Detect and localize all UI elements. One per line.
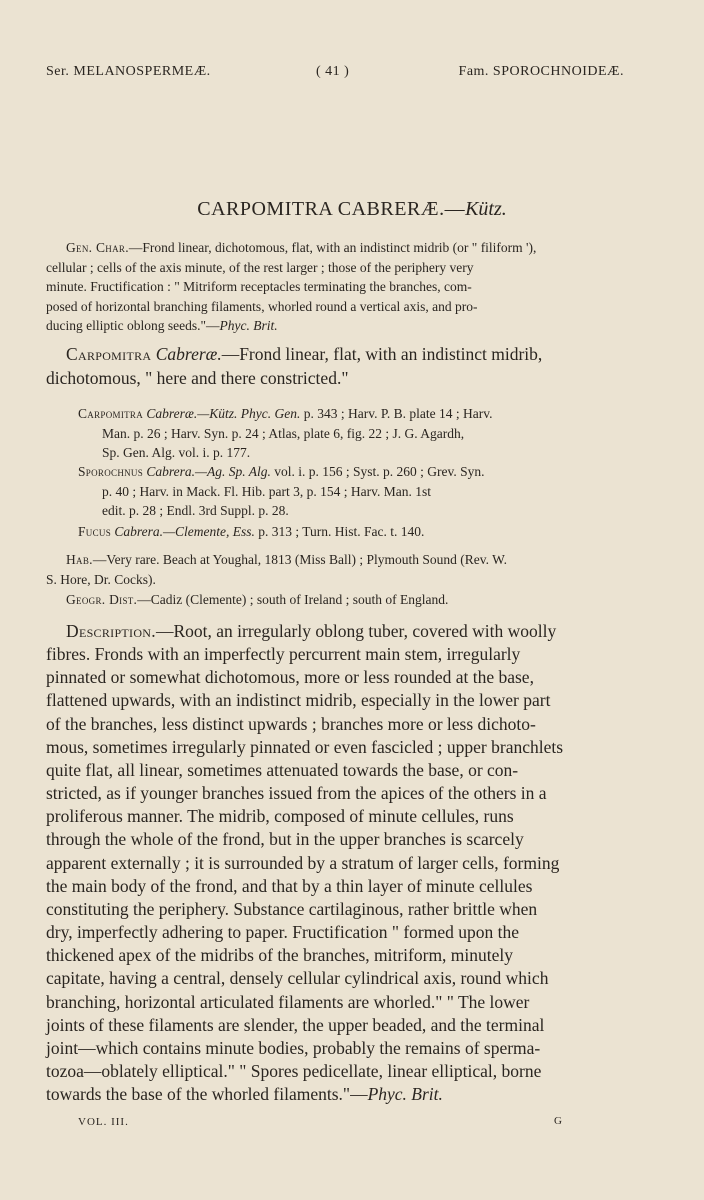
description-line: branching, horizontal articulated filaments are whorled." " The lower: [46, 991, 530, 1012]
description-line: of the branches, less distinct upwards ; branches more or less dichoto-: [46, 713, 536, 734]
species-title: [0, 198, 704, 221]
synonym-genus: Sporochnus: [78, 464, 144, 479]
description-label: Description.: [66, 621, 156, 641]
description-line: joints of these filaments are slender, the upper beaded, and the terminal: [46, 1014, 545, 1035]
habitat-line: Hab.—Very rare. Beach at Youghal, 1813 (Miss Ball) ; Plymouth Sound (Rev. W.: [66, 552, 508, 567]
gen-char-label: Gen. Char.: [66, 240, 129, 255]
gen-char-line: cellular ; cells of the axis minute, of the rest larger ; those of the periphery very: [46, 259, 474, 275]
synonym-genus: Fucus: [78, 524, 112, 539]
description-line: constituting the periphery. Substance cartilaginous, rather brittle when: [46, 898, 538, 919]
synonym-fucus: [78, 522, 626, 542]
gen-char-line: posed of horizontal branching filaments, whorled round a vertical axis, and pro-: [46, 298, 478, 314]
description-line: Description.—Root, an irregularly oblong tuber, covered with woolly: [66, 621, 557, 641]
description-line: thickened apex of the midribs of the branches, mitriform, minutely: [46, 945, 514, 966]
description-line: stricted, as if younger branches issued from the apices of the others in a: [46, 783, 547, 804]
signature-mark: G: [554, 1115, 562, 1127]
description-source: Phyc. Brit.: [367, 1084, 443, 1105]
gen-char-line: Gen. Char.—Frond linear, dichotomous, flat, with an indistinct midrib (or " filiform '),: [66, 240, 537, 255]
synonym-line: edit. p. 28 ; Endl. 3rd Suppl. p. 28.: [102, 503, 289, 518]
synonym-line: Sp. Gen. Alg. vol. i. p. 177.: [102, 445, 251, 460]
geogr-label: Geogr. Dist.: [66, 592, 138, 607]
synonym-line: Carpomitra Cabreræ.—Kütz. Phyc. Gen. p. 343 ; Harv. P. B. plate 14 ; Harv.: [78, 406, 493, 421]
description-line: mous, sometimes irregularly pinnated or even fascicled ; upper branchlets: [46, 736, 564, 757]
description-line: through the whole of the frond, but in the upper branches is scarcely: [46, 829, 524, 850]
description-line: pinnated or somewhat dichotomous, more or less rounded at the base,: [46, 667, 534, 688]
volume-signature: VOL. III.: [78, 1116, 129, 1128]
synonym-line: p. 40 ; Harv. in Mack. Fl. Hib. part 3, p. 154 ; Harv. Man. 1st: [102, 483, 431, 499]
description-line: tozoa—oblately elliptical." " Spores pedicellate, linear elliptical, borne: [46, 1060, 542, 1081]
page-number: ( 41 ): [316, 64, 350, 79]
species-epithet: Cabreræ.: [155, 344, 222, 364]
gen-char-line: ducing elliptic oblong seeds."—Phyc. Brit.: [46, 318, 278, 333]
running-head-series: Ser. MELANOSPERMEÆ.: [46, 64, 211, 79]
gen-char-source: Phyc. Brit.: [219, 318, 278, 333]
description-line: apparent externally ; it is surrounded by a stratum of larger cells, forming: [46, 852, 560, 873]
description: [46, 620, 626, 1106]
description-line: joint—which contains minute bodies, probably the remains of sperma-: [46, 1037, 541, 1058]
synonym-genus: Carpomitra: [78, 406, 144, 421]
synonym-line: Fucus Cabrera.—Clemente, Ess. p. 313 ; Turn. Hist. Fac. t. 140.: [78, 524, 425, 539]
running-head-family: Fam. SPOROCHNOIDEÆ.: [458, 64, 624, 79]
generic-character: [46, 238, 626, 336]
description-line: dry, imperfectly adhering to paper. Fructification " formed upon the: [46, 922, 520, 943]
description-line: the main body of the frond, and that by a thin layer of minute cellules: [46, 875, 533, 896]
species-line: dichotomous, " here and there constricted.": [46, 368, 349, 388]
description-line: fibres. Fronds with an imperfectly percurrent main stem, irregularly: [46, 644, 521, 665]
running-head: [46, 64, 624, 84]
description-line: towards the base of the whorled filaments."—Phyc. Brit.: [46, 1084, 443, 1105]
species-character: [46, 342, 626, 390]
description-line: capitate, having a central, densely cellular cylindrical axis, round which: [46, 968, 549, 989]
species-title-author: Kütz.: [465, 198, 507, 220]
species-line: Carpomitra Cabreræ.—Frond linear, flat, with an indistinct midrib,: [66, 344, 543, 364]
description-line: quite flat, all linear, sometimes attenuated towards the base, or con-: [46, 759, 519, 780]
synonym-line: Sporochnus Cabrera.—Ag. Sp. Alg. vol. i. p. 156 ; Syst. p. 260 ; Grev. Syn.: [78, 464, 485, 479]
species-title-name: CARPOMITRA CABRERÆ.—: [197, 198, 466, 220]
gen-char-line: minute. Fructification : " Mitriform receptacles terminating the branches, com-: [46, 279, 472, 294]
description-line: proliferous manner. The midrib, composed of minute cellules, runs: [46, 806, 514, 827]
habitat-label: Hab.: [66, 552, 93, 567]
description-line: flattened upwards, with an indistinct midrib, especially in the lower part: [46, 690, 551, 711]
habitat: [46, 550, 626, 589]
geographic-distribution: Geogr. Dist.—Cadiz (Clemente) ; south of Ireland ; south of England.: [66, 592, 449, 607]
synonym-line: Man. p. 26 ; Harv. Syn. p. 24 ; Atlas, plate 6, fig. 22 ; J. G. Agardh,: [102, 425, 465, 441]
species-genus: Carpomitra: [66, 344, 152, 364]
synonym-carpomitra: [78, 404, 626, 463]
habitat-line: S. Hore, Dr. Cocks).: [46, 571, 156, 587]
synonym-sporochnus: [78, 462, 626, 521]
